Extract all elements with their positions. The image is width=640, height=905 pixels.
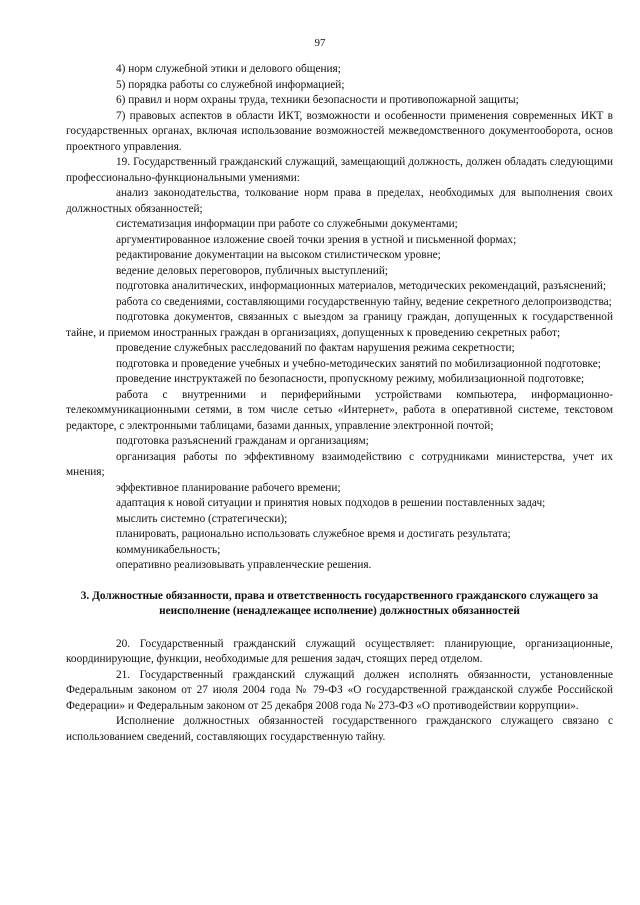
paragraph: 20. Государственный гражданский служащий осуществляет: планирующие, организационные, координирующие, функции, необходимые для решения задач, стоящих перед отделом. xyxy=(66,637,613,665)
paragraph: систематизация информации при работе со служебными документами; xyxy=(116,218,458,230)
paragraph: адаптация к новой ситуации и принятия новых подходов в решении поставленных задач; xyxy=(116,497,546,509)
paragraph: оперативно реализовывать управленческие решения. xyxy=(116,559,372,571)
paragraph: 19. Государственный гражданский служащий, замещающий должность, должен обладать следующими профессионально-функциональными умениями: xyxy=(66,156,613,184)
paragraph: анализ законодательства, толкование норм права в пределах, необходимых для выполнения своих должностных обязанностей; xyxy=(66,187,613,215)
paragraph: редактирование документации на высоком стилистическом уровне; xyxy=(116,249,441,261)
paragraph: ведение деловых переговоров, публичных выступлений; xyxy=(116,264,389,277)
paragraph: эффективное планирование рабочего времени; xyxy=(116,481,341,494)
paragraph: организация работы по эффективному взаимодействию с сотрудниками министерства, учет их мнения; xyxy=(66,450,613,478)
paragraph: работа со сведениями, составляющими государственную тайну, ведение секретного делопроизводства; xyxy=(116,295,612,308)
paragraph: подготовка документов, связанных с выездом за границу граждан, допущенных к государственной тайне, и приемом иностранных граждан в организациях, допущенных к проведению секретных работ; xyxy=(66,311,613,339)
paragraph: 4) норм служебной этики и делового общения; xyxy=(116,63,341,75)
paragraph: 5) порядка работы со служебной информацией; xyxy=(116,78,345,91)
document-body xyxy=(66,62,613,745)
paragraph: подготовка и проведение учебных и учебно-методических занятий по мобилизационной подготовке; xyxy=(116,357,601,370)
page-number: 97 xyxy=(314,37,326,49)
paragraph: Исполнение должностных обязанностей государственного гражданского служащего связано с использованием сведений, составляющих государственную тайну. xyxy=(66,715,613,743)
paragraph: 7) правовых аспектов в области ИКТ, возможности и особенности применения современных ИКТ в государственных органах, включая использование возможностей межведомственного документооборота, основ проектного управления. xyxy=(66,109,613,153)
paragraph: проведение служебных расследований по фактам нарушения режима секретности; xyxy=(116,342,515,354)
paragraph: коммуникабельность; xyxy=(116,543,221,556)
section-heading: 3. Должностные обязанности, права и ответственность государственного гражданского служащего за неисполнение (ненадлежащее исполнение) должностных обязанностей xyxy=(80,589,599,617)
paragraph: проведение инструктажей по безопасности, пропускному режиму, мобилизационной подготовке; xyxy=(116,373,585,385)
paragraph: мыслить системно (стратегически); xyxy=(116,512,288,525)
paragraph: аргументированное изложение своей точки зрения в устной и письменной формах; xyxy=(116,233,517,246)
paragraph: подготовка разъяснений гражданам и организациям; xyxy=(116,435,369,447)
paragraph: планировать, рационально использовать служебное время и достигать результата; xyxy=(116,528,511,540)
paragraph: 21. Государственный гражданский служащий должен исполнять обязанности, установленные Федеральным законом от 27 июля 2004 года № 79-ФЗ «О государственной гражданской службе Российской Федерации» и Федеральным законом от 25 декабря 2008 года № 273-ФЗ «О противодействии коррупции». xyxy=(66,668,613,712)
paragraph: 6) правил и норм охраны труда, техники безопасности и противопожарной защиты; xyxy=(116,94,519,106)
paragraph: работа с внутренними и периферийными устройствами компьютера, информационно-телекоммуникационными сетями, в том числе сетью «Интернет», работа в оперативной системе, текстовом редакторе, с электронными таблицами, базами данных, управление электронной почтой; xyxy=(66,388,613,432)
paragraph: подготовка аналитических, информационных материалов, методических рекомендаций, разъяснений; xyxy=(116,280,607,292)
